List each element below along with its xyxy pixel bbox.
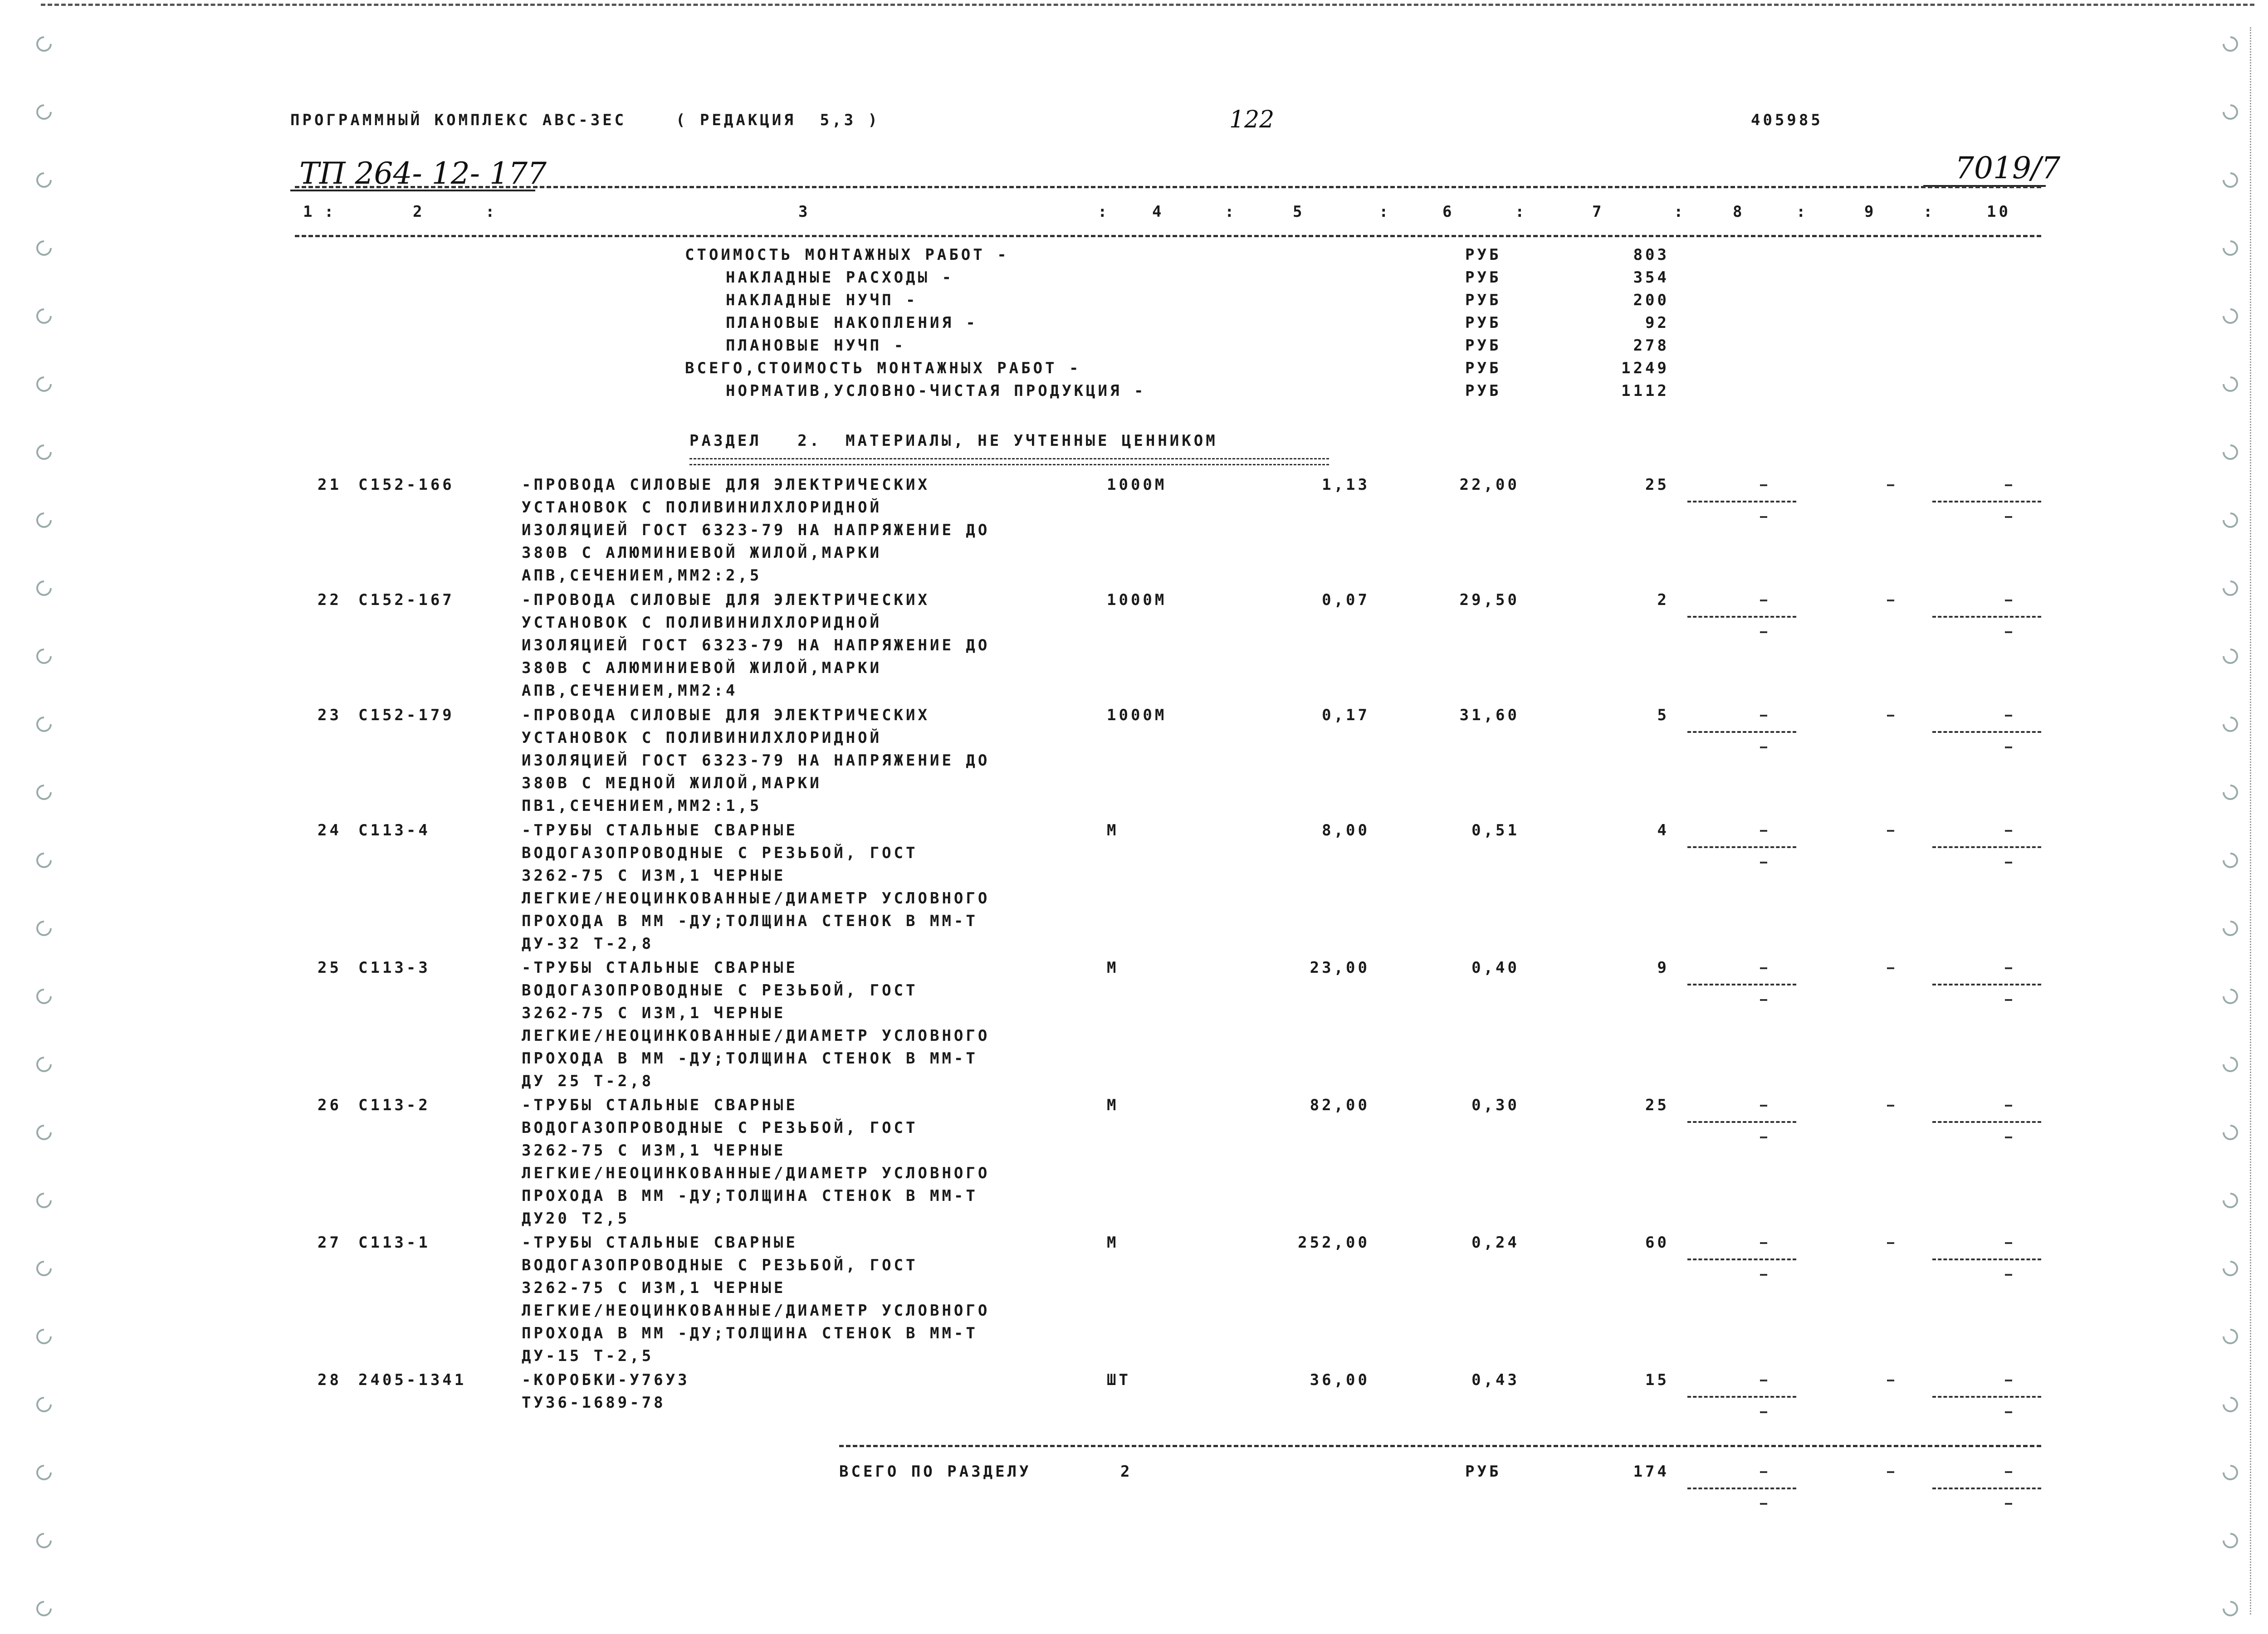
item-description: ВОДОГАЗОПРОВОДНЫЕ С РЕЗЬБОЙ, ГОСТ [522, 1256, 918, 1274]
item-quantity: 0,17 [1322, 706, 1370, 724]
empty-cell-dash [2005, 830, 2012, 832]
column-separator: : [1098, 203, 1110, 221]
column-separator: : [1379, 203, 1391, 221]
feed-hole-icon [2219, 441, 2241, 463]
empty-cell-dash [2005, 631, 2012, 633]
item-description: 380В С АЛЮМИНИЕВОЙ ЖИЛОЙ,МАРКИ [522, 544, 882, 562]
summary-value: 354 [1633, 268, 1669, 287]
item-total: 15 [1645, 1371, 1669, 1389]
item-description: ДУ-15 Т-2,5 [522, 1347, 654, 1365]
column-separator: : [1225, 203, 1237, 221]
summary-label: ПЛАНОВЫЕ НУЧП - [726, 337, 906, 355]
feed-hole-icon [33, 1326, 55, 1347]
empty-cell-dash [1760, 1242, 1767, 1244]
empty-cell-dash [2005, 1411, 2012, 1413]
item-total: 60 [1645, 1234, 1669, 1252]
row-number: 26 [318, 1096, 342, 1114]
empty-cell-dash [2005, 484, 2012, 486]
column-separator: : [1923, 203, 1936, 221]
item-description: 380В С МЕДНОЙ ЖИЛОЙ,МАРКИ [522, 774, 822, 792]
item-unit-price: 0,30 [1471, 1096, 1520, 1114]
subtotal-dash-line [1687, 1121, 1796, 1123]
empty-cell-dash [1887, 967, 1894, 969]
empty-cell-dash [1760, 999, 1767, 1001]
document-code: 405985 [1751, 111, 1823, 129]
feed-hole-icon [33, 1258, 55, 1279]
item-quantity: 1,13 [1322, 476, 1370, 494]
column-header-8: 8 [1733, 203, 1745, 221]
item-description: -ТРУБЫ СТАЛЬНЫЕ СВАРНЫЕ [522, 1234, 798, 1252]
item-description: ЛЕГКИЕ/НЕОЦИНКОВАННЫЕ/ДИАМЕТР УСЛОВНОГО [522, 1027, 990, 1045]
feed-hole-icon [33, 1462, 55, 1483]
subtotal-dash-line [1932, 846, 2041, 848]
feed-hole-icon [33, 1190, 55, 1211]
item-unit-price: 0,40 [1471, 959, 1520, 977]
subtotal-dash-line [1687, 616, 1796, 618]
section-title: РАЗДЕЛ 2. МАТЕРИАЛЫ, НЕ УЧТЕННЫЕ ЦЕННИКОМ [689, 432, 1218, 450]
item-description: 3262-75 С ИЗМ,1 ЧЕРНЫЕ [522, 867, 786, 885]
item-description: -ПРОВОДА СИЛОВЫЕ ДЛЯ ЭЛЕКТРИЧЕСКИХ [522, 706, 930, 724]
feed-hole-icon [33, 509, 55, 531]
column-separator: : [1674, 203, 1686, 221]
item-description: ПРОХОДА В ММ -ДУ;ТОЛЩИНА СТЕНОК В ММ-Т [522, 1187, 978, 1205]
item-description: 3262-75 С ИЗМ,1 ЧЕРНЫЕ [522, 1141, 786, 1160]
project-code: ТП 264- 12- 177 [299, 156, 547, 191]
item-total: 5 [1657, 706, 1669, 724]
summary-value: 200 [1633, 291, 1669, 309]
feed-hole-icon [33, 101, 55, 123]
empty-cell-dash [2005, 1380, 2012, 1381]
row-number: 22 [318, 591, 342, 609]
item-description: ЛЕГКИЕ/НЕОЦИНКОВАННЫЕ/ДИАМЕТР УСЛОВНОГО [522, 1302, 990, 1320]
feed-hole-icon [33, 849, 55, 871]
subtotal-dash-line [1687, 731, 1796, 733]
item-quantity: 0,07 [1322, 591, 1370, 609]
section-total-label: ВСЕГО ПО РАЗДЕЛУ [839, 1463, 1031, 1481]
row-number: 21 [318, 476, 342, 494]
row-number: 23 [318, 706, 342, 724]
column-header-3: 3 [798, 203, 811, 221]
empty-cell-dash [1887, 1105, 1894, 1107]
empty-cell-dash [1887, 715, 1894, 717]
empty-cell-dash [1887, 1380, 1894, 1381]
item-description: АПВ,СЕЧЕНИЕМ,ММ2:4 [522, 682, 738, 700]
summary-label: НОРМАТИВ,УСЛОВНО-ЧИСТАЯ ПРОДУКЦИЯ - [726, 382, 1146, 400]
feed-hole-icon [33, 1598, 55, 1619]
summary-unit: РУБ [1465, 246, 1501, 264]
feed-hole-icon [33, 1394, 55, 1415]
row-number: 27 [318, 1234, 342, 1252]
item-unit-price: 0,43 [1471, 1371, 1520, 1389]
program-title: ПРОГРАММНЫЙ КОМПЛЕКС АВС-3ЕС [290, 111, 627, 129]
feed-hole-icon [2219, 1122, 2241, 1143]
feed-hole-icon [2219, 985, 2241, 1007]
item-description: ЛЕГКИЕ/НЕОЦИНКОВАННЫЕ/ДИАМЕТР УСЛОВНОГО [522, 1164, 990, 1182]
empty-cell-dash [1887, 484, 1894, 486]
empty-cell-dash [2005, 746, 2012, 748]
feed-hole-icon [33, 577, 55, 599]
empty-cell-dash [2005, 715, 2012, 717]
subtotal-dash-line [1932, 501, 2041, 502]
empty-cell-dash [2005, 1503, 2012, 1505]
item-description: -ТРУБЫ СТАЛЬНЫЕ СВАРНЫЕ [522, 821, 798, 839]
summary-unit: РУБ [1465, 337, 1501, 355]
feed-hole-icon [33, 169, 55, 191]
summary-label: НАКЛАДНЫЕ НУЧП - [726, 291, 918, 309]
price-code: С152-179 [358, 706, 455, 724]
item-unit-price: 22,00 [1459, 476, 1520, 494]
tractor-feed-edge [41, 4, 2254, 6]
item-unit: ШТ [1107, 1371, 1131, 1389]
empty-cell-dash [1760, 967, 1767, 969]
row-number: 24 [318, 821, 342, 839]
item-description: ПРОХОДА В ММ -ДУ;ТОЛЩИНА СТЕНОК В ММ-Т [522, 1324, 978, 1342]
summary-value: 1249 [1621, 359, 1669, 377]
feed-hole-icon [33, 645, 55, 667]
empty-cell-dash [2005, 862, 2012, 863]
feed-hole-icon [2219, 781, 2241, 803]
item-description: ПВ1,СЕЧЕНИЕМ,ММ2:1,5 [522, 797, 762, 815]
feed-hole-icon [33, 713, 55, 735]
section-total-unit: РУБ [1465, 1463, 1501, 1481]
feed-hole-icon [33, 985, 55, 1007]
summary-label: ПЛАНОВЫЕ НАКОПЛЕНИЯ - [726, 314, 978, 332]
section-total-value: 174 [1633, 1463, 1669, 1481]
empty-cell-dash [1760, 1105, 1767, 1107]
empty-cell-dash [1760, 746, 1767, 748]
empty-cell-dash [2005, 999, 2012, 1001]
feed-hole-icon [33, 441, 55, 463]
column-header-6: 6 [1442, 203, 1455, 221]
subtotal-dash-line [1687, 1488, 1796, 1489]
empty-cell-dash [1760, 484, 1767, 486]
item-description: УСТАНОВОК С ПОЛИВИНИЛХЛОРИДНОЙ [522, 498, 882, 517]
column-header-9: 9 [1864, 203, 1877, 221]
column-header-7: 7 [1592, 203, 1604, 221]
summary-unit: РУБ [1465, 359, 1501, 377]
feed-hole-icon [33, 1530, 55, 1551]
item-unit-price: 0,24 [1471, 1234, 1520, 1252]
subtotal-dash-line [1932, 731, 2041, 733]
item-unit: М [1107, 1234, 1119, 1252]
summary-value: 278 [1633, 337, 1669, 355]
item-description: -ТРУБЫ СТАЛЬНЫЕ СВАРНЫЕ [522, 1096, 798, 1114]
feed-hole-icon [2219, 101, 2241, 123]
feed-hole-icon [2219, 577, 2241, 599]
item-unit: 1000М [1107, 476, 1167, 494]
item-unit: М [1107, 821, 1119, 839]
item-description: 3262-75 С ИЗМ,1 ЧЕРНЫЕ [522, 1004, 786, 1022]
feed-hole-icon [2219, 713, 2241, 735]
feed-hole-icon [33, 373, 55, 395]
item-unit-price: 29,50 [1459, 591, 1520, 609]
subtotal-dash-line [1932, 1258, 2041, 1260]
empty-cell-dash [2005, 1274, 2012, 1276]
item-quantity: 8,00 [1322, 821, 1370, 839]
empty-cell-dash [1760, 830, 1767, 832]
feed-hole-icon [2219, 1190, 2241, 1211]
price-code: С113-3 [358, 959, 430, 977]
feed-hole-icon [2219, 373, 2241, 395]
price-code: С152-167 [358, 591, 455, 609]
item-description: ВОДОГАЗОПРОВОДНЫЕ С РЕЗЬБОЙ, ГОСТ [522, 844, 918, 862]
column-header-2: 2 [413, 203, 425, 221]
summary-unit: РУБ [1465, 382, 1501, 400]
item-quantity: 36,00 [1310, 1371, 1370, 1389]
summary-label: ВСЕГО,СТОИМОСТЬ МОНТАЖНЫХ РАБОТ - [685, 359, 1081, 377]
empty-cell-dash [1760, 862, 1767, 863]
price-code: 2405-1341 [358, 1371, 467, 1389]
item-total: 9 [1657, 959, 1669, 977]
item-description: ИЗОЛЯЦИЕЙ ГОСТ 6323-79 НА НАПРЯЖЕНИЕ ДО [522, 636, 990, 654]
summary-value: 92 [1645, 314, 1669, 332]
empty-cell-dash [1760, 715, 1767, 717]
price-code: С113-2 [358, 1096, 430, 1114]
summary-label: НАКЛАДНЫЕ РАСХОДЫ - [726, 268, 954, 287]
empty-cell-dash [1760, 1471, 1767, 1473]
column-header-10: 10 [1987, 203, 2011, 221]
column-header-5: 5 [1293, 203, 1305, 221]
item-description: ИЗОЛЯЦИЕЙ ГОСТ 6323-79 НА НАПРЯЖЕНИЕ ДО [522, 521, 990, 539]
subtotal-dash-line [1932, 1488, 2041, 1489]
feed-hole-icon [2219, 1326, 2241, 1347]
empty-cell-dash [2005, 1242, 2012, 1244]
empty-cell-dash [1760, 1274, 1767, 1276]
item-quantity: 23,00 [1310, 959, 1370, 977]
item-unit: 1000М [1107, 591, 1167, 609]
empty-cell-dash [1760, 516, 1767, 518]
feed-hole-icon [33, 305, 55, 327]
row-number: 25 [318, 959, 342, 977]
empty-cell-dash [1887, 1242, 1894, 1244]
column-header-4: 4 [1152, 203, 1164, 221]
item-description: ДУ20 Т2,5 [522, 1210, 630, 1228]
empty-cell-dash [2005, 967, 2012, 969]
feed-hole-icon [2219, 645, 2241, 667]
feed-hole-icon [33, 917, 55, 939]
summary-value: 1112 [1621, 382, 1669, 400]
feed-hole-icon [2219, 1258, 2241, 1279]
empty-cell-dash [2005, 1136, 2012, 1138]
price-code: С113-1 [358, 1234, 430, 1252]
subtotal-dash-line [1687, 1396, 1796, 1398]
item-total: 2 [1657, 591, 1669, 609]
item-description: ЛЕГКИЕ/НЕОЦИНКОВАННЫЕ/ДИАМЕТР УСЛОВНОГО [522, 889, 990, 907]
item-description: -ТРУБЫ СТАЛЬНЫЕ СВАРНЫЕ [522, 959, 798, 977]
item-description: 3262-75 С ИЗМ,1 ЧЕРНЫЕ [522, 1279, 786, 1297]
subtotal-dash-line [1932, 984, 2041, 985]
empty-cell-dash [1760, 1380, 1767, 1381]
column-header-1: 1 [303, 203, 315, 221]
feed-hole-icon [2219, 1054, 2241, 1075]
section-title-underline [689, 458, 1329, 465]
empty-cell-dash [1760, 600, 1767, 601]
section-total-number: 2 [1120, 1463, 1133, 1481]
item-description: ПРОХОДА В ММ -ДУ;ТОЛЩИНА СТЕНОК В ММ-Т [522, 912, 978, 930]
subtotal-dash-line [1687, 1258, 1796, 1260]
summary-unit: РУБ [1465, 291, 1501, 309]
feed-hole-icon [33, 33, 55, 55]
feed-hole-icon [2219, 509, 2241, 531]
item-description: ДУ 25 Т-2,8 [522, 1072, 654, 1090]
item-description: ТУ36-1689-78 [522, 1394, 666, 1412]
summary-unit: РУБ [1465, 268, 1501, 287]
item-unit-price: 31,60 [1459, 706, 1520, 724]
subtotal-dash-line [1687, 501, 1796, 502]
feed-hole-icon [33, 781, 55, 803]
project-code-underline [290, 190, 535, 191]
item-total: 4 [1657, 821, 1669, 839]
empty-cell-dash [1887, 600, 1894, 601]
feed-hole-icon [2219, 1598, 2241, 1619]
empty-cell-dash [2005, 1471, 2012, 1473]
feed-hole-icon [2219, 1530, 2241, 1551]
empty-cell-dash [1760, 631, 1767, 633]
header-rule-top [295, 186, 2041, 188]
item-description: ВОДОГАЗОПРОВОДНЫЕ С РЕЗЬБОЙ, ГОСТ [522, 981, 918, 1000]
empty-cell-dash [1887, 830, 1894, 832]
empty-cell-dash [2005, 600, 2012, 601]
item-description: ПРОХОДА В ММ -ДУ;ТОЛЩИНА СТЕНОК В ММ-Т [522, 1049, 978, 1068]
item-unit: 1000М [1107, 706, 1167, 724]
item-total: 25 [1645, 476, 1669, 494]
item-description: ВОДОГАЗОПРОВОДНЫЕ С РЕЗЬБОЙ, ГОСТ [522, 1119, 918, 1137]
item-unit: М [1107, 1096, 1119, 1114]
empty-cell-dash [2005, 516, 2012, 518]
item-description: ДУ-32 Т-2,8 [522, 935, 654, 953]
empty-cell-dash [1760, 1503, 1767, 1505]
subtotal-dash-line [1687, 984, 1796, 985]
summary-value: 803 [1633, 246, 1669, 264]
item-description: УСТАНОВОК С ПОЛИВИНИЛХЛОРИДНОЙ [522, 729, 882, 747]
item-total: 25 [1645, 1096, 1669, 1114]
subtotal-dash-line [1687, 846, 1796, 848]
feed-hole-icon [33, 1054, 55, 1075]
perforation-edge [2250, 27, 2251, 1614]
feed-hole-icon [2219, 237, 2241, 259]
subtotal-dash-line [1932, 616, 2041, 618]
item-description: -ПРОВОДА СИЛОВЫЕ ДЛЯ ЭЛЕКТРИЧЕСКИХ [522, 476, 930, 494]
column-separator: : [1796, 203, 1809, 221]
price-code: С152-166 [358, 476, 455, 494]
summary-label: СТОИМОСТЬ МОНТАЖНЫХ РАБОТ - [685, 246, 1009, 264]
price-code: С113-4 [358, 821, 430, 839]
feed-hole-icon [2219, 169, 2241, 191]
feed-hole-icon [2219, 1394, 2241, 1415]
column-separator: : [485, 203, 498, 221]
feed-hole-icon [33, 1122, 55, 1143]
item-description: -ПРОВОДА СИЛОВЫЕ ДЛЯ ЭЛЕКТРИЧЕСКИХ [522, 591, 930, 609]
item-description: УСТАНОВОК С ПОЛИВИНИЛХЛОРИДНОЙ [522, 614, 882, 632]
item-description: ИЗОЛЯЦИЕЙ ГОСТ 6323-79 НА НАПРЯЖЕНИЕ ДО [522, 751, 990, 770]
empty-cell-dash [1760, 1136, 1767, 1138]
subtotal-dash-line [1932, 1396, 2041, 1398]
item-description: -КОРОБКИ-У76УЗ [522, 1371, 690, 1389]
sheet-code: 7019/7 [1955, 151, 2061, 185]
feed-hole-icon [2219, 917, 2241, 939]
page-number: 122 [1229, 106, 1275, 133]
empty-cell-dash [1887, 1471, 1894, 1473]
item-quantity: 82,00 [1310, 1096, 1370, 1114]
feed-hole-icon [33, 237, 55, 259]
subtotal-dash-line [1932, 1121, 2041, 1123]
column-separator: : [1515, 203, 1527, 221]
feed-hole-icon [2219, 305, 2241, 327]
row-number: 28 [318, 1371, 342, 1389]
empty-cell-dash [1760, 1411, 1767, 1413]
summary-unit: РУБ [1465, 314, 1501, 332]
edition-label: ( РЕДАКЦИЯ 5,3 ) [676, 111, 880, 129]
total-rule [839, 1445, 2041, 1447]
empty-cell-dash [2005, 1105, 2012, 1107]
item-unit: М [1107, 959, 1119, 977]
feed-hole-icon [2219, 1462, 2241, 1483]
feed-hole-icon [2219, 849, 2241, 871]
item-quantity: 252,00 [1298, 1234, 1370, 1252]
item-description: 380В С АЛЮМИНИЕВОЙ ЖИЛОЙ,МАРКИ [522, 659, 882, 677]
item-unit-price: 0,51 [1471, 821, 1520, 839]
item-description: АПВ,СЕЧЕНИЕМ,ММ2:2,5 [522, 566, 762, 585]
header-rule-bottom [295, 235, 2041, 237]
column-separator: : [324, 203, 337, 221]
feed-hole-icon [2219, 33, 2241, 55]
